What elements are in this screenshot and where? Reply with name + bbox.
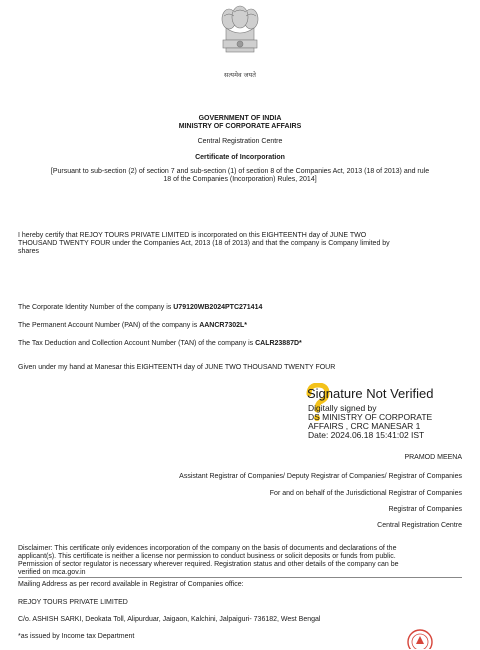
registrar-crc: Central Registration Centre xyxy=(377,522,462,529)
divider xyxy=(18,577,462,578)
header-ministry: MINISTRY OF CORPORATE AFFAIRS xyxy=(178,123,302,130)
tan-label: The Tax Deduction and Collection Account Number (TAN) of the company is xyxy=(18,340,256,347)
header-government: GOVERNMENT OF INDIA xyxy=(198,115,282,122)
registrar-roc: Registrar of Companies xyxy=(388,506,462,513)
cin-row xyxy=(18,303,262,312)
pan-label: The Permanent Account Number (PAN) of the company is xyxy=(18,322,200,329)
signature-line-1: Digitally signed by xyxy=(308,403,377,413)
mailing-heading: Mailing Address as per record available in Registrar of Companies office: xyxy=(18,581,244,588)
pan-tan-footnote: *as issued by Income tax Department xyxy=(18,633,135,640)
certify-line-3: shares xyxy=(18,248,40,255)
registrar-name: PRAMOD MEENA xyxy=(404,454,462,461)
certify-line-1: I hereby certify that REJOY TOURS PRIVATE LIMITED is incorporated on this EIGHTEENTH day of JUNE TWO xyxy=(18,232,367,239)
registrar-seal-icon xyxy=(405,627,435,649)
cin-value: U79120WB2024PTC271414 xyxy=(173,304,263,311)
tan-row xyxy=(18,339,302,348)
signature-line-2: DS MINISTRY OF CORPORATE xyxy=(308,412,433,422)
header-centre: Central Registration Centre xyxy=(197,138,283,145)
disclaimer-line-3: Permission of sector regulator is necessary wherever required. Registration status and other details of the company can be xyxy=(18,561,399,568)
disclaimer-line-2: applicant(s). This certificate is neither a license nor permission to conduct business or solicit deposits or funds from public. xyxy=(18,553,396,560)
signature-line-3: AFFAIRS , CRC MANESAR 1 xyxy=(308,421,421,431)
signature-date: Date: 2024.06.18 15:41:02 IST xyxy=(308,430,425,440)
signature-status: Signature Not Verified xyxy=(307,386,434,401)
pursuant-line-1: [Pursuant to sub-section (2) of section 7 and sub-section (1) of section 8 of the Companies Act, 2013 (18 of 2013) and rule xyxy=(50,168,430,175)
national-emblem-icon xyxy=(214,4,266,64)
disclaimer-line-4: verified on mca.gov.in xyxy=(18,569,86,576)
certify-line-2: THOUSAND TWENTY FOUR under the Companies Act, 2013 (18 of 2013) and that the company is Company limited by xyxy=(18,240,390,247)
disclaimer-line-1: Disclaimer: This certificate only evidences incorporation of the company on the basis of documents and declarations of the xyxy=(18,545,397,552)
registrar-designation: Assistant Registrar of Companies/ Deputy Registrar of Companies/ Registrar of Companies xyxy=(179,473,462,480)
given-under-hand: Given under my hand at Manesar this EIGHTEENTH day of JUNE TWO THOUSAND TWENTY FOUR xyxy=(18,364,336,371)
mailing-company: REJOY TOURS PRIVATE LIMITED xyxy=(18,599,128,606)
mailing-address: C/o. ASHISH SARKI, Deokata Toll, Alipurduar, Jaigaon, Kalchini, Jalpaiguri- 736182, West Bengal xyxy=(18,616,321,623)
pursuant-line-2: 18 of the Companies (Incorporation) Rules, 2014] xyxy=(163,176,317,183)
certificate-title: Certificate of Incorporation xyxy=(195,154,285,161)
cin-label: The Corporate Identity Number of the company is xyxy=(18,304,174,311)
pan-row xyxy=(18,321,247,330)
tan-value: CALR23887D* xyxy=(255,340,302,347)
registrar-behalf: For and on behalf of the Jurisdictional Registrar of Companies xyxy=(269,490,462,497)
pan-value: AANCR7302L* xyxy=(199,322,248,329)
emblem-motto: सत्यमेव जयते xyxy=(224,71,256,79)
